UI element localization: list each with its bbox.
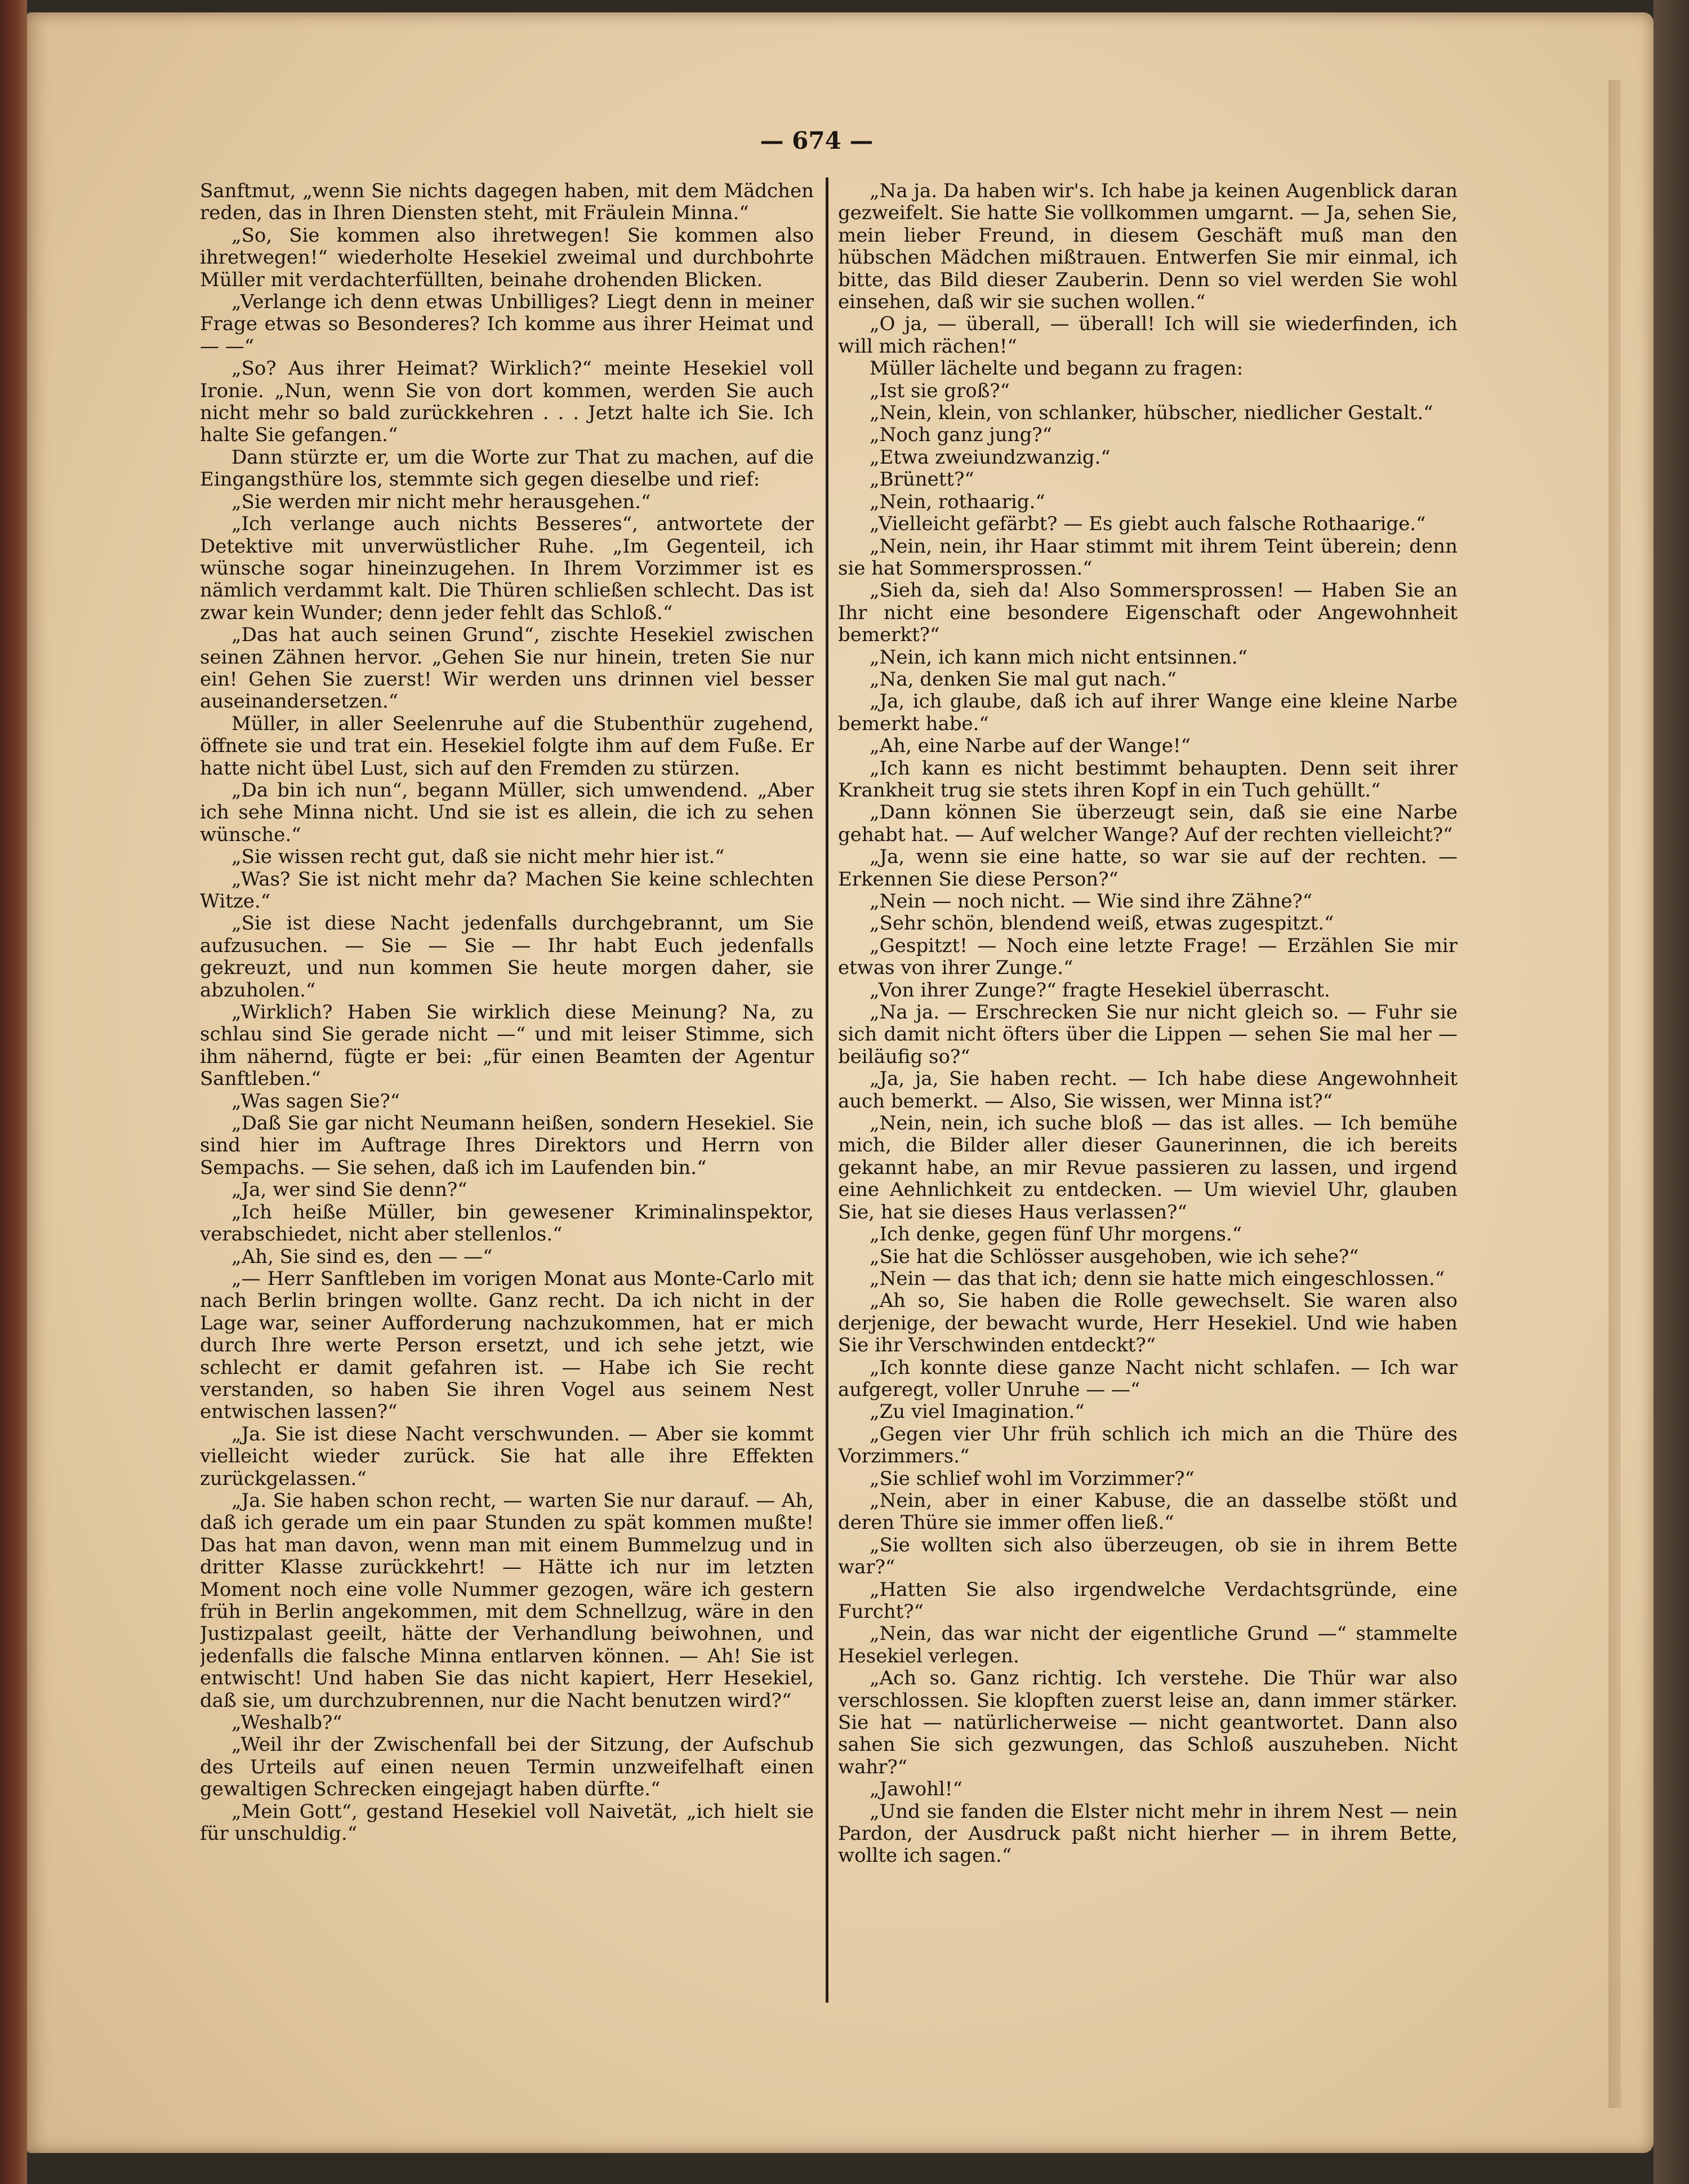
paragraph: Dann stürzte er, um die Worte zur That zu machen, auf die Eingangsthüre los, stemmte sich gegen dieselbe und rief: bbox=[200, 446, 814, 491]
paragraph: „Ich kann es nicht bestimmt behaupten. Denn seit ihrer Krankheit trug sie stets ihren Kopf in ein Tuch gehüllt.“ bbox=[838, 757, 1458, 802]
paragraph: „Sie hat die Schlösser ausgehoben, wie ich sehe?“ bbox=[870, 1245, 1359, 1268]
paragraph: „Daß Sie gar nicht Neumann heißen, sondern Hesekiel. Sie sind hier im Auftrage Ihres Direktors und Herrn von Sempachs. — Sie sehen, daß ich im Laufenden bin.“ bbox=[200, 1112, 814, 1179]
paragraph: „Nein, aber in einer Kabuse, die an dasselbe stößt und deren Thüre sie immer offen ließ.“ bbox=[838, 1489, 1458, 1534]
paragraph: „O ja, — überall, — überall! Ich will sie wiederfinden, ich will mich rächen!“ bbox=[838, 313, 1458, 358]
paragraph: „Ich heiße Müller, bin gewesener Kriminalinspektor, verabschiedet, nicht aber stellenlos.“ bbox=[200, 1200, 814, 1246]
paragraph: „Sie werden mir nicht mehr herausgehen.“ bbox=[231, 490, 651, 513]
paragraph: „Ah, eine Narbe auf der Wange!“ bbox=[870, 735, 1191, 758]
paragraph: „Ist sie groß?“ bbox=[870, 379, 1010, 402]
paragraph: „Brünett?“ bbox=[870, 468, 974, 491]
paragraph: „Ja, ja, Sie haben recht. — Ich habe diese Angewohnheit auch bemerkt. — Also, Sie wissen, wer Minna ist?“ bbox=[838, 1067, 1458, 1113]
paragraph: „Ich verlange auch nichts Besseres“, antwortete der Detektive mit unverwüstlicher Ruhe. „Im Gegenteil, ich wünsche sogar hineinzugehen. In Ihrem Vorzimmer ist es nämlich verdammt kalt. Die Thüren schließen schlecht. Das ist zwar kein Wunder; denn jeder fehlt das Schloß.“ bbox=[200, 513, 814, 624]
paragraph: „Etwa zweiundzwanzig.“ bbox=[870, 446, 1111, 469]
paragraph: „Zu viel Imagination.“ bbox=[870, 1400, 1085, 1424]
paragraph: „Hatten Sie also irgendwelche Verdachtsgründe, eine Furcht?“ bbox=[838, 1578, 1458, 1623]
paragraph: „Was? Sie ist nicht mehr da? Machen Sie keine schlechten Witze.“ bbox=[200, 868, 814, 913]
paragraph: „So? Aus ihrer Heimat? Wirklich?“ meinte Hesekiel voll Ironie. „Nun, wenn Sie von dort kommen, werden Sie auch nicht mehr so bald zurückkehren . . . Jetzt halte ich Sie. Ich halte Sie gefangen.“ bbox=[200, 357, 814, 447]
paragraph: „Ja. Sie haben schon recht, — warten Sie nur darauf. — Ah, daß ich gerade um ein paar Stunden zu spät kommen mußte! Das hat man davon, wenn man mit einem Bummelzug und in dritter Klasse zurückkehrt! — Hätte ich nur im letzten Moment noch eine volle Nummer gezogen, wäre ich gestern früh in Berlin angekommen, mit dem Schnellzug, wäre in den Justizpalast geeilt, hätte der Verhandlung beiwohnen, und jedenfalls die falsche Minna entlarven können. — Ah! Sie ist entwischt! Und haben Sie das nicht kapiert, Herr Hesekiel, daß sie, um durchzubrennen, nur die Nacht benutzen wird?“ bbox=[200, 1489, 814, 1712]
paragraph: „Dann können Sie überzeugt sein, daß sie eine Narbe gehabt hat. — Auf welcher Wange? Auf der rechten vielleicht?“ bbox=[838, 801, 1458, 846]
paragraph: „Das hat auch seinen Grund“, zischte Hesekiel zwischen seinen Zähnen hervor. „Gehen Sie nur hinein, treten Sie nur ein! Gehen Sie zuerst! Wir werden uns drinnen viel besser auseinandersetzen.“ bbox=[200, 624, 814, 713]
paragraph: „Nein, nein, ich suche bloß — das ist alles. — Ich bemühe mich, die Bilder aller dieser Gaunerinnen, die ich bereits gekannt habe, an mir Revue passieren zu lassen, und irgend eine Aehnlichkeit zu entdecken. — Um wieviel Uhr, glauben Sie, hat sie dieses Haus verlassen?“ bbox=[838, 1112, 1458, 1224]
paragraph: „Sehr schön, blendend weiß, etwas zugespitzt.“ bbox=[870, 912, 1334, 935]
paragraph: „Nein, rothaarig.“ bbox=[870, 490, 1045, 513]
paragraph: „Weil ihr der Zwischenfall bei der Sitzung, der Aufschub des Urteils auf einen neuen Termin unzweifelhaft einen gewaltigen Schrecken eingejagt haben dürfte.“ bbox=[200, 1733, 814, 1801]
paragraph: „Sie wollten sich also überzeugen, ob sie in ihrem Bette war?“ bbox=[838, 1533, 1458, 1579]
paragraph: „Na ja. — Erschrecken Sie nur nicht gleich so. — Fuhr sie sich damit nicht öfters über die Lippen — sehen Sie mal her — beiläufig so?“ bbox=[838, 1001, 1458, 1068]
column-divider bbox=[826, 177, 828, 2003]
paragraph: „Ja. Sie ist diese Nacht verschwunden. — Aber sie kommt vielleicht wieder zurück. Sie hat alle ihre Effekten zurückgelassen.“ bbox=[200, 1422, 814, 1490]
book-binding bbox=[0, 0, 27, 2184]
paragraph: „Sieh da, sieh da! Also Sommersprossen! — Haben Sie an Ihr nicht eine besondere Eigenschaft oder Angewohnheit bemerkt?“ bbox=[838, 579, 1458, 647]
paragraph: „Gegen vier Uhr früh schlich ich mich an die Thüre des Vorzimmers.“ bbox=[838, 1422, 1458, 1468]
paragraph: „Ach so. Ganz richtig. Ich verstehe. Die Thür war also verschlossen. Sie klopften zuerst leise an, dann immer stärker. Sie hat — natürlicherweise — nicht geantwortet. Dann also sahen Sie sich gezwungen, das Schloß auszuheben. Nicht wahr?“ bbox=[838, 1667, 1458, 1778]
paragraph: „Verlange ich denn etwas Unbilliges? Liegt denn in meiner Frage etwas so Besonderes? Ich komme aus ihrer Heimat und — —“ bbox=[200, 291, 814, 358]
paragraph: „Nein, klein, von schlanker, hübscher, niedlicher Gestalt.“ bbox=[870, 402, 1433, 425]
page-number: — 674 — bbox=[760, 127, 874, 154]
paragraph: „Weshalb?“ bbox=[231, 1711, 342, 1734]
paragraph: Müller, in aller Seelenruhe auf die Stubenthür zugehend, öffnete sie und trat ein. Hesekiel folgte ihm auf dem Fuße. Er hatte nicht übel Lust, sich auf den Fremden zu stürzen. bbox=[200, 712, 814, 780]
paragraph: „Mein Gott“, gestand Hesekiel voll Naivetät, „ich hielt sie für unschuldig.“ bbox=[200, 1800, 814, 1845]
paragraph: Sanftmut, „wenn Sie nichts dagegen haben, mit dem Mädchen reden, das in Ihren Diensten steht, mit Fräulein Minna.“ bbox=[200, 180, 814, 225]
paragraph: „Na, denken Sie mal gut nach.“ bbox=[870, 668, 1177, 691]
paragraph: „Da bin ich nun“, begann Müller, sich umwendend. „Aber ich sehe Minna nicht. Und sie ist es allein, die ich zu sehen wünsche.“ bbox=[200, 779, 814, 846]
paragraph: „Nein, ich kann mich nicht entsinnen.“ bbox=[870, 646, 1248, 669]
paragraph: „Nein — noch nicht. — Wie sind ihre Zähne?“ bbox=[870, 890, 1313, 913]
paragraph: „Vielleicht gefärbt? — Es giebt auch falsche Rothaarige.“ bbox=[870, 513, 1426, 536]
paragraph: „Nein — das that ich; denn sie hatte mich eingeschlossen.“ bbox=[870, 1267, 1445, 1290]
paragraph: „Ich konnte diese ganze Nacht nicht schlafen. — Ich war aufgeregt, voller Unruhe — —“ bbox=[838, 1356, 1458, 1401]
paragraph: „Von ihrer Zunge?“ fragte Hesekiel überrascht. bbox=[870, 978, 1330, 1002]
paragraph: „Ich denke, gegen fünf Uhr morgens.“ bbox=[870, 1223, 1242, 1246]
paragraph: „Na ja. Da haben wir's. Ich habe ja keinen Augenblick daran gezweifelt. Sie hatte Sie vollkommen umgarnt. — Ja, sehen Sie, mein lieber Freund, in diesem Geschäft muß man den hübschen Mädchen mißtrauen. Entwerfen Sie mir einmal, ich bitte, das Bild dieser Zauberin. Denn so viel werden Sie wohl einsehen, daß wir sie suchen wollen.“ bbox=[838, 180, 1458, 314]
paragraph: „So, Sie kommen also ihretwegen! Sie kommen also ihretwegen!“ wiederholte Hesekiel zweimal und durchbohrte Müller mit verdachterfüllten, beinahe drohenden Blicken. bbox=[200, 224, 814, 291]
paragraph: „Und sie fanden die Elster nicht mehr in ihrem Nest — nein Pardon, der Ausdruck paßt nicht hierher — in ihrem Bette, wollte ich sagen.“ bbox=[838, 1800, 1458, 1867]
paragraph: „Was sagen Sie?“ bbox=[231, 1089, 400, 1113]
paragraph: „— Herr Sanftleben im vorigen Monat aus Monte-Carlo mit nach Berlin bringen wollte. Ganz recht. Da ich nicht in der Lage war, seiner Aufforderung nachzukommen, hat er mich durch Ihre werte Person ersetzt, und ich sehe jetzt, wie schlecht er damit gefahren ist. — Habe ich Sie recht verstanden, so haben Sie ihren Vogel aus seinem Nest entwischen lassen?“ bbox=[200, 1267, 814, 1424]
paragraph: „Ja, wer sind Sie denn?“ bbox=[231, 1178, 467, 1202]
paragraph: „Ja, ich glaube, daß ich auf ihrer Wange eine kleine Narbe bemerkt habe.“ bbox=[838, 690, 1458, 735]
paragraph: „Nein, nein, ihr Haar stimmt mit ihrem Teint überein; denn sie hat Sommersprossen.“ bbox=[838, 535, 1458, 580]
scan-background-edge bbox=[1654, 0, 1689, 2184]
right-text-column bbox=[838, 180, 1458, 2056]
paragraph: „Ah so, Sie haben die Rolle gewechselt. Sie waren also derjenige, der bewacht wurde, Herr Hesekiel. Und wie haben Sie ihr Verschwinden entdeckt?“ bbox=[838, 1289, 1458, 1357]
paragraph: „Ah, Sie sind es, den — —“ bbox=[231, 1245, 493, 1268]
paragraph: „Jawohl!“ bbox=[870, 1778, 962, 1801]
page-edge-shadow bbox=[1608, 80, 1621, 2108]
paragraph: „Nein, das war nicht der eigentliche Grund —“ stammelte Hesekiel verlegen. bbox=[838, 1622, 1458, 1667]
paragraph: „Ja, wenn sie eine hatte, so war sie auf der rechten. — Erkennen Sie diese Person?“ bbox=[838, 846, 1458, 891]
paragraph: „Sie wissen recht gut, daß sie nicht mehr hier ist.“ bbox=[231, 846, 725, 869]
paragraph: „Gespitzt! — Noch eine letzte Frage! — Erzählen Sie mir etwas von ihrer Zunge.“ bbox=[838, 934, 1458, 980]
paragraph: „Wirklich? Haben Sie wirklich diese Meinung? Na, zu schlau sind Sie gerade nicht —“ und mit leiser Stimme, sich ihm nähernd, fügte er bei: „für einen Beamten der Agentur Sanftleben.“ bbox=[200, 1001, 814, 1091]
paragraph: „Sie schlief wohl im Vorzimmer?“ bbox=[870, 1467, 1195, 1490]
paragraph: „Noch ganz jung?“ bbox=[870, 424, 1052, 447]
left-text-column bbox=[200, 180, 814, 2056]
paragraph: Müller lächelte und begann zu fragen: bbox=[870, 357, 1244, 380]
paragraph: „Sie ist diese Nacht jedenfalls durchgebrannt, um Sie aufzusuchen. — Sie — Sie — Ihr habt Euch jedenfalls gekreuzt, und nun kommen Sie heute morgen daher, sie abzuholen.“ bbox=[200, 912, 814, 1002]
